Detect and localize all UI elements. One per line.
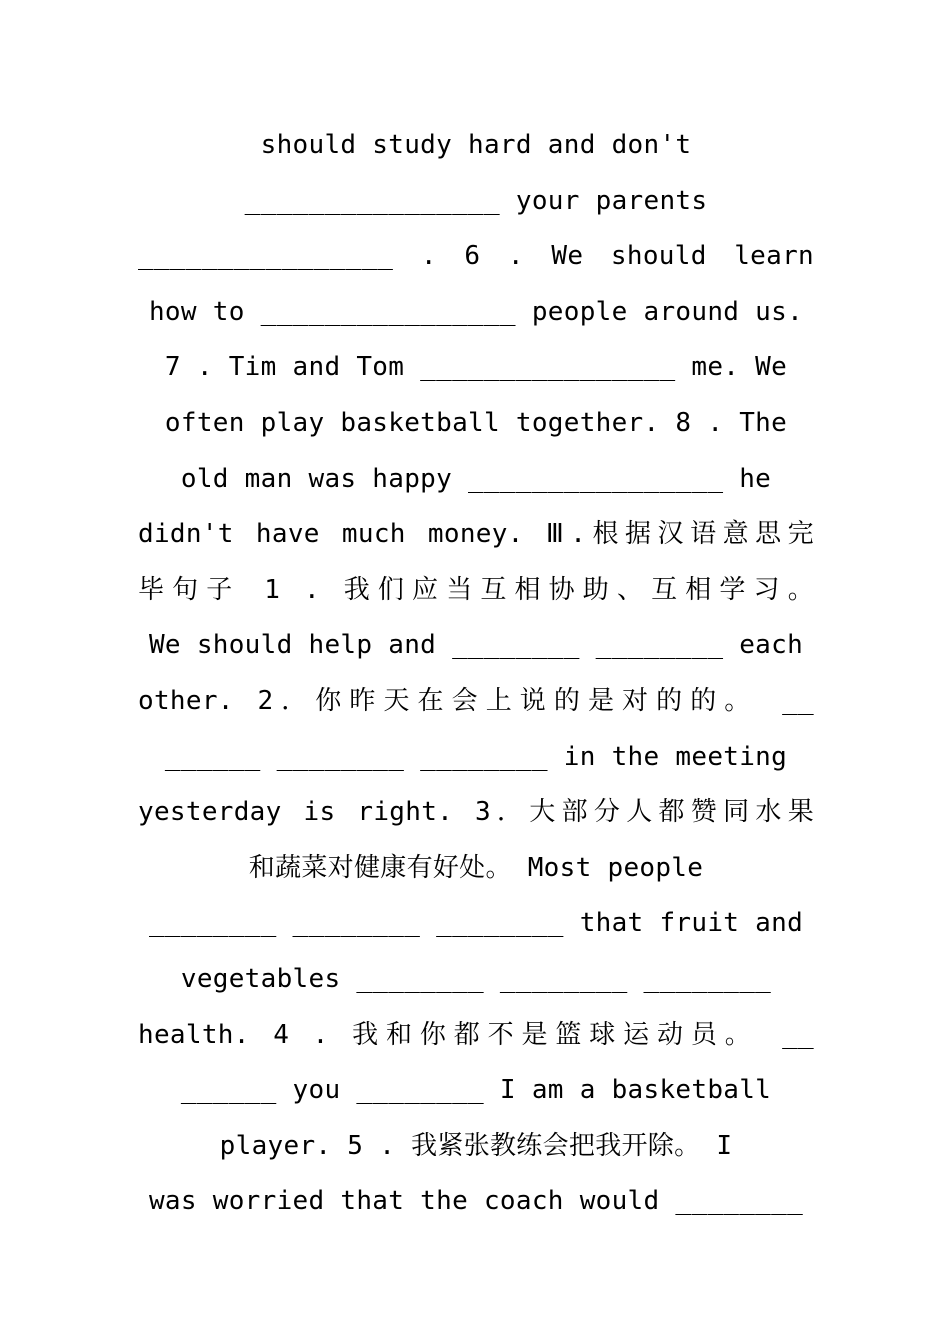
text-line-14: 和蔬菜对健康有好处。 Most people [248, 852, 704, 883]
text-line-8: didn't have much money. Ⅲ.根据汉语意思完 [138, 519, 814, 550]
text-line-11: other. 2．你昨天在会上说的是对的的。 __ [138, 685, 814, 716]
text-line-1: should study hard and don't [260, 130, 692, 160]
text-line-10: We should help and ________ ________ each [148, 630, 804, 661]
text-line-6: often play basketball together. 8 . The [164, 407, 788, 438]
text-line-16: vegetables ________ ________ ________ [180, 963, 772, 994]
text-line-3: ________________ . 6 . We should learn [138, 241, 814, 272]
text-line-13: yesterday is right. 3．大部分人都赞同水果 [138, 797, 814, 828]
text-line-9: 毕句子 1 . 我们应当互相协助、互相学习。 [138, 574, 814, 605]
document-page [138, 118, 814, 1230]
text-line-18: ______ you ________ I am a basketball [180, 1075, 772, 1106]
text-line-15: ________ ________ ________ that fruit and [148, 908, 804, 939]
text-line-19: player. 5 . 我紧张教练会把我开除。 I [219, 1130, 733, 1161]
text-line-17: health. 4 . 我和你都不是篮球运动员。 __ [138, 1019, 814, 1050]
text-line-7: old man was happy ________________ he [180, 463, 772, 494]
text-line-5: 7 . Tim and Tom ________________ me. We [164, 352, 788, 383]
text-line-2: ________________ your parents [244, 185, 708, 216]
text-line-20: was worried that the coach would ________ [148, 1186, 804, 1217]
text-line-4: how to ________________ people around us. [148, 296, 804, 327]
text-line-12: ______ ________ ________ in the meeting [164, 741, 788, 772]
